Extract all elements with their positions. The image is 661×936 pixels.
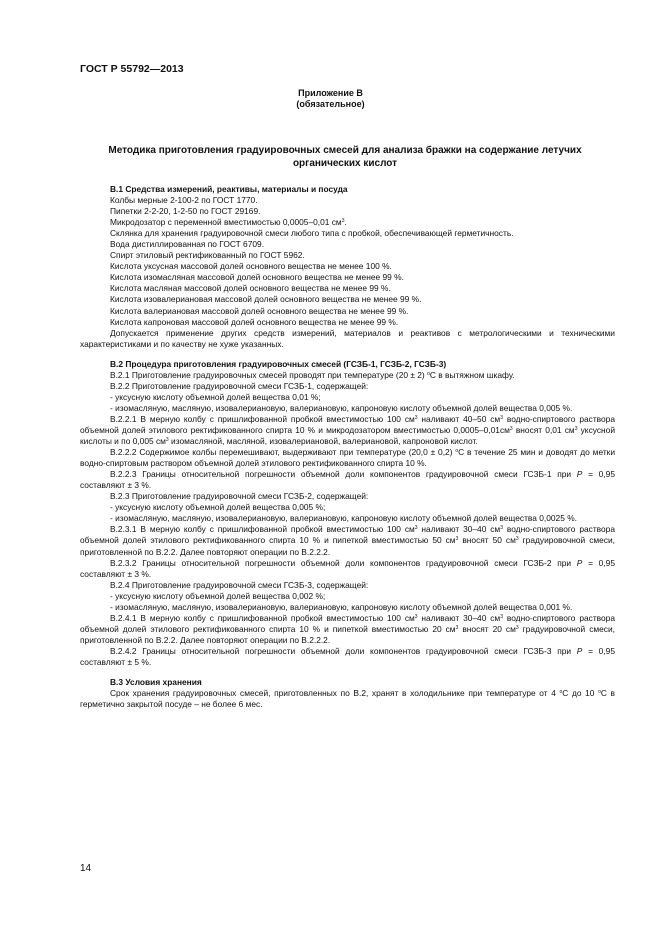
paragraph-b24-l1: - уксусную кислоту объемной долей вещества 0,002 %;	[110, 590, 326, 601]
paragraph-b24: В.2.4 Приготовление градуировочной смеси ГСЗБ-3, содержащей:	[110, 579, 369, 590]
list-item: Спирт этиловый ректификованный по ГОСТ 5962.	[110, 250, 305, 261]
paragraph-b22-l2: - изомасляную, масляную, изовалериановую, валериановую, капроновую кислоту объемной долей вещества 0,005 %.	[110, 402, 573, 413]
section-heading-b1: В.1 Средства измерений, реактивы, материалы и посуда	[110, 184, 348, 194]
paragraph-b22-l1: - уксусную кислоту объемной долей вещества 0,01 %;	[110, 391, 321, 402]
paragraph-b231: В.2.3.1 В мерную колбу с пришлифованной пробкой вместимостью 100 $см^3$ наливают 30–40 $см^3$ водно-спиртового раствора объемной долей этилового ректификованного спирта 10 % и пипеткой вместимостью 50 $см^3$ вносят 50 $см^3$ градуировочной смеси, приготовленной по В.2.2. Далее повторяют операции по В.2.2.2.	[80, 524, 615, 557]
list-item: Склянка для хранения градуировочной смеси любого типа с пробкой, обеспечивающей герметичность.	[110, 228, 514, 239]
appendix-title: Приложение В	[298, 88, 363, 98]
list-item: Вода дистиллированная по ГОСТ 6709.	[110, 239, 265, 250]
standard-designation: ГОСТ Р 55792—2013	[80, 63, 184, 75]
paragraph-b241: В.2.4.1 В мерную колбу с пришлифованной пробкой вместимостью 100 $см^3$ наливают 30–40 $см^3$ водно-спиртового раствора объемной долей этилового ректификованного спирта 10 % и пипеткой вместимостью 20 $см^3$ вносят 20 $см^3$ градуировочной смеси, приготовленной по В.2.2. Далее повторяют операции по В.2.2.2.	[80, 612, 615, 645]
method-title: Методика приготовления градуировочных смесей для анализа бражки на содержание летучих органических кислот	[108, 145, 582, 169]
appendix-heading	[0, 88, 661, 110]
paragraph-b232: В.2.3.2 Границы относительной погрешности объемной доли компонентов градуировочной смеси ГСЗБ-2 при P = 0,95 составляют ± 3 %.	[80, 557, 615, 579]
paragraph-b3: Срок хранения градуировочных смесей, приготовленных по В.2, хранят в холодильнике при температуре от 4 $^о$С до 10 $^о$С в герметично закрытой посуде – не более 6 мес.	[80, 688, 615, 710]
list-item: Кислота изомасляная массовой долей основного вещества не менее 99 %.	[110, 272, 404, 283]
list-item: Колбы мерные 2-100-2 по ГОСТ 1770.	[110, 195, 258, 206]
list-item: Пипетки 2-2-20, 1-2-50 по ГОСТ 29169.	[110, 206, 261, 217]
section-heading-b3: В.3 Условия хранения	[110, 677, 202, 688]
paragraph-b24-l2: - изомасляную, масляную, изовалериановую, валериановую, капроновую кислоту объемной долей вещества 0,001 %.	[110, 601, 573, 612]
list-item: Кислота капроновая массовой долей основного вещества не менее 99 %.	[110, 316, 399, 327]
list-item: Кислота уксусная массовой долей основного вещества не менее 100 %.	[110, 261, 392, 272]
page-number: 14	[80, 863, 92, 874]
paragraph-b242: В.2.4.2 Границы относительной погрешности объемной доли компонентов градуировочной смеси ГСЗБ-3 при P = 0,95 составляют ± 5 %.	[80, 645, 615, 667]
paragraph-b223: В.2.2.3 Границы относительной погрешности объемной доли компонентов градуировочной смеси ГСЗБ-1 при P = 0,95 составляют ± 3 %.	[80, 469, 615, 491]
paragraph-b222: В.2.2.2 Содержимое колбы перемешивают, выдерживают при температуре (20,0 ± 0,2) $^о$С в течение 25 мин и доводят до метки водно-спиртовым раствором объемной долей этилового ректификованного спирта 10 %.	[80, 447, 615, 469]
paragraph-b221: В.2.2.1 В мерную колбу с пришлифованной пробкой вместимостью 100 $см^3$ наливают 40–50 $см^3$ водно-спиртового раствора объемной долей этилового ректификованного спирта 10 % и микродозатором вместимостью $0,0005-0,01см^3$ вносят 0,01 $см^3$ уксусной кислоты и по 0,005 $см^3$ изомасляной, масляной, изовалериановой, валериановой, капроновой кислот.	[80, 413, 615, 447]
appendix-status: (обязательное)	[296, 99, 365, 109]
paragraph-note: Допускается применение других средств измерений, материалов и реактивов с метрологическими и техническими характеристиками и по качеству не хуже указанных.	[80, 327, 615, 349]
paragraph-b22: В.2.2 Приготовление градуировочной смеси ГСЗБ-1, содержащей:	[110, 380, 369, 391]
paragraph-b21: В.2.1 Приготовление градуировочных смесей проводят при температуре (20 ± 2) $^о$С в вытяжном шкафу.	[110, 369, 515, 380]
list-item: Кислота изовалериановая массовой долей основного вещества не менее 99 %.	[110, 294, 422, 305]
document-body	[80, 184, 615, 710]
list-item: Кислота масляная массовой долей основного вещества не менее 99 %.	[110, 283, 391, 294]
list-item-microdispenser: Микродозатор с переменной вместимостью 0,0005–0,01 $см^3$.	[110, 217, 347, 228]
paragraph-b23-l1: - уксусную кислоту объемной долей вещества 0,005 %;	[110, 502, 326, 513]
paragraph-b23-l2: - изомасляную, масляную, изовалериановую, валериановую, капроновую кислоту объемной долей вещества 0,0025 %.	[110, 513, 577, 524]
paragraph-b23: В.2.3 Приготовление градуировочной смеси ГСЗБ-2, содержащей:	[110, 491, 369, 502]
section-heading-b2: В.2 Процедура приготовления градуировочных смесей (ГСЗБ-1, ГСЗБ-2, ГСЗБ-3)	[110, 358, 447, 369]
list-item: Кислота валериановая массовой долей основного вещества не менее 99 %.	[110, 305, 409, 316]
